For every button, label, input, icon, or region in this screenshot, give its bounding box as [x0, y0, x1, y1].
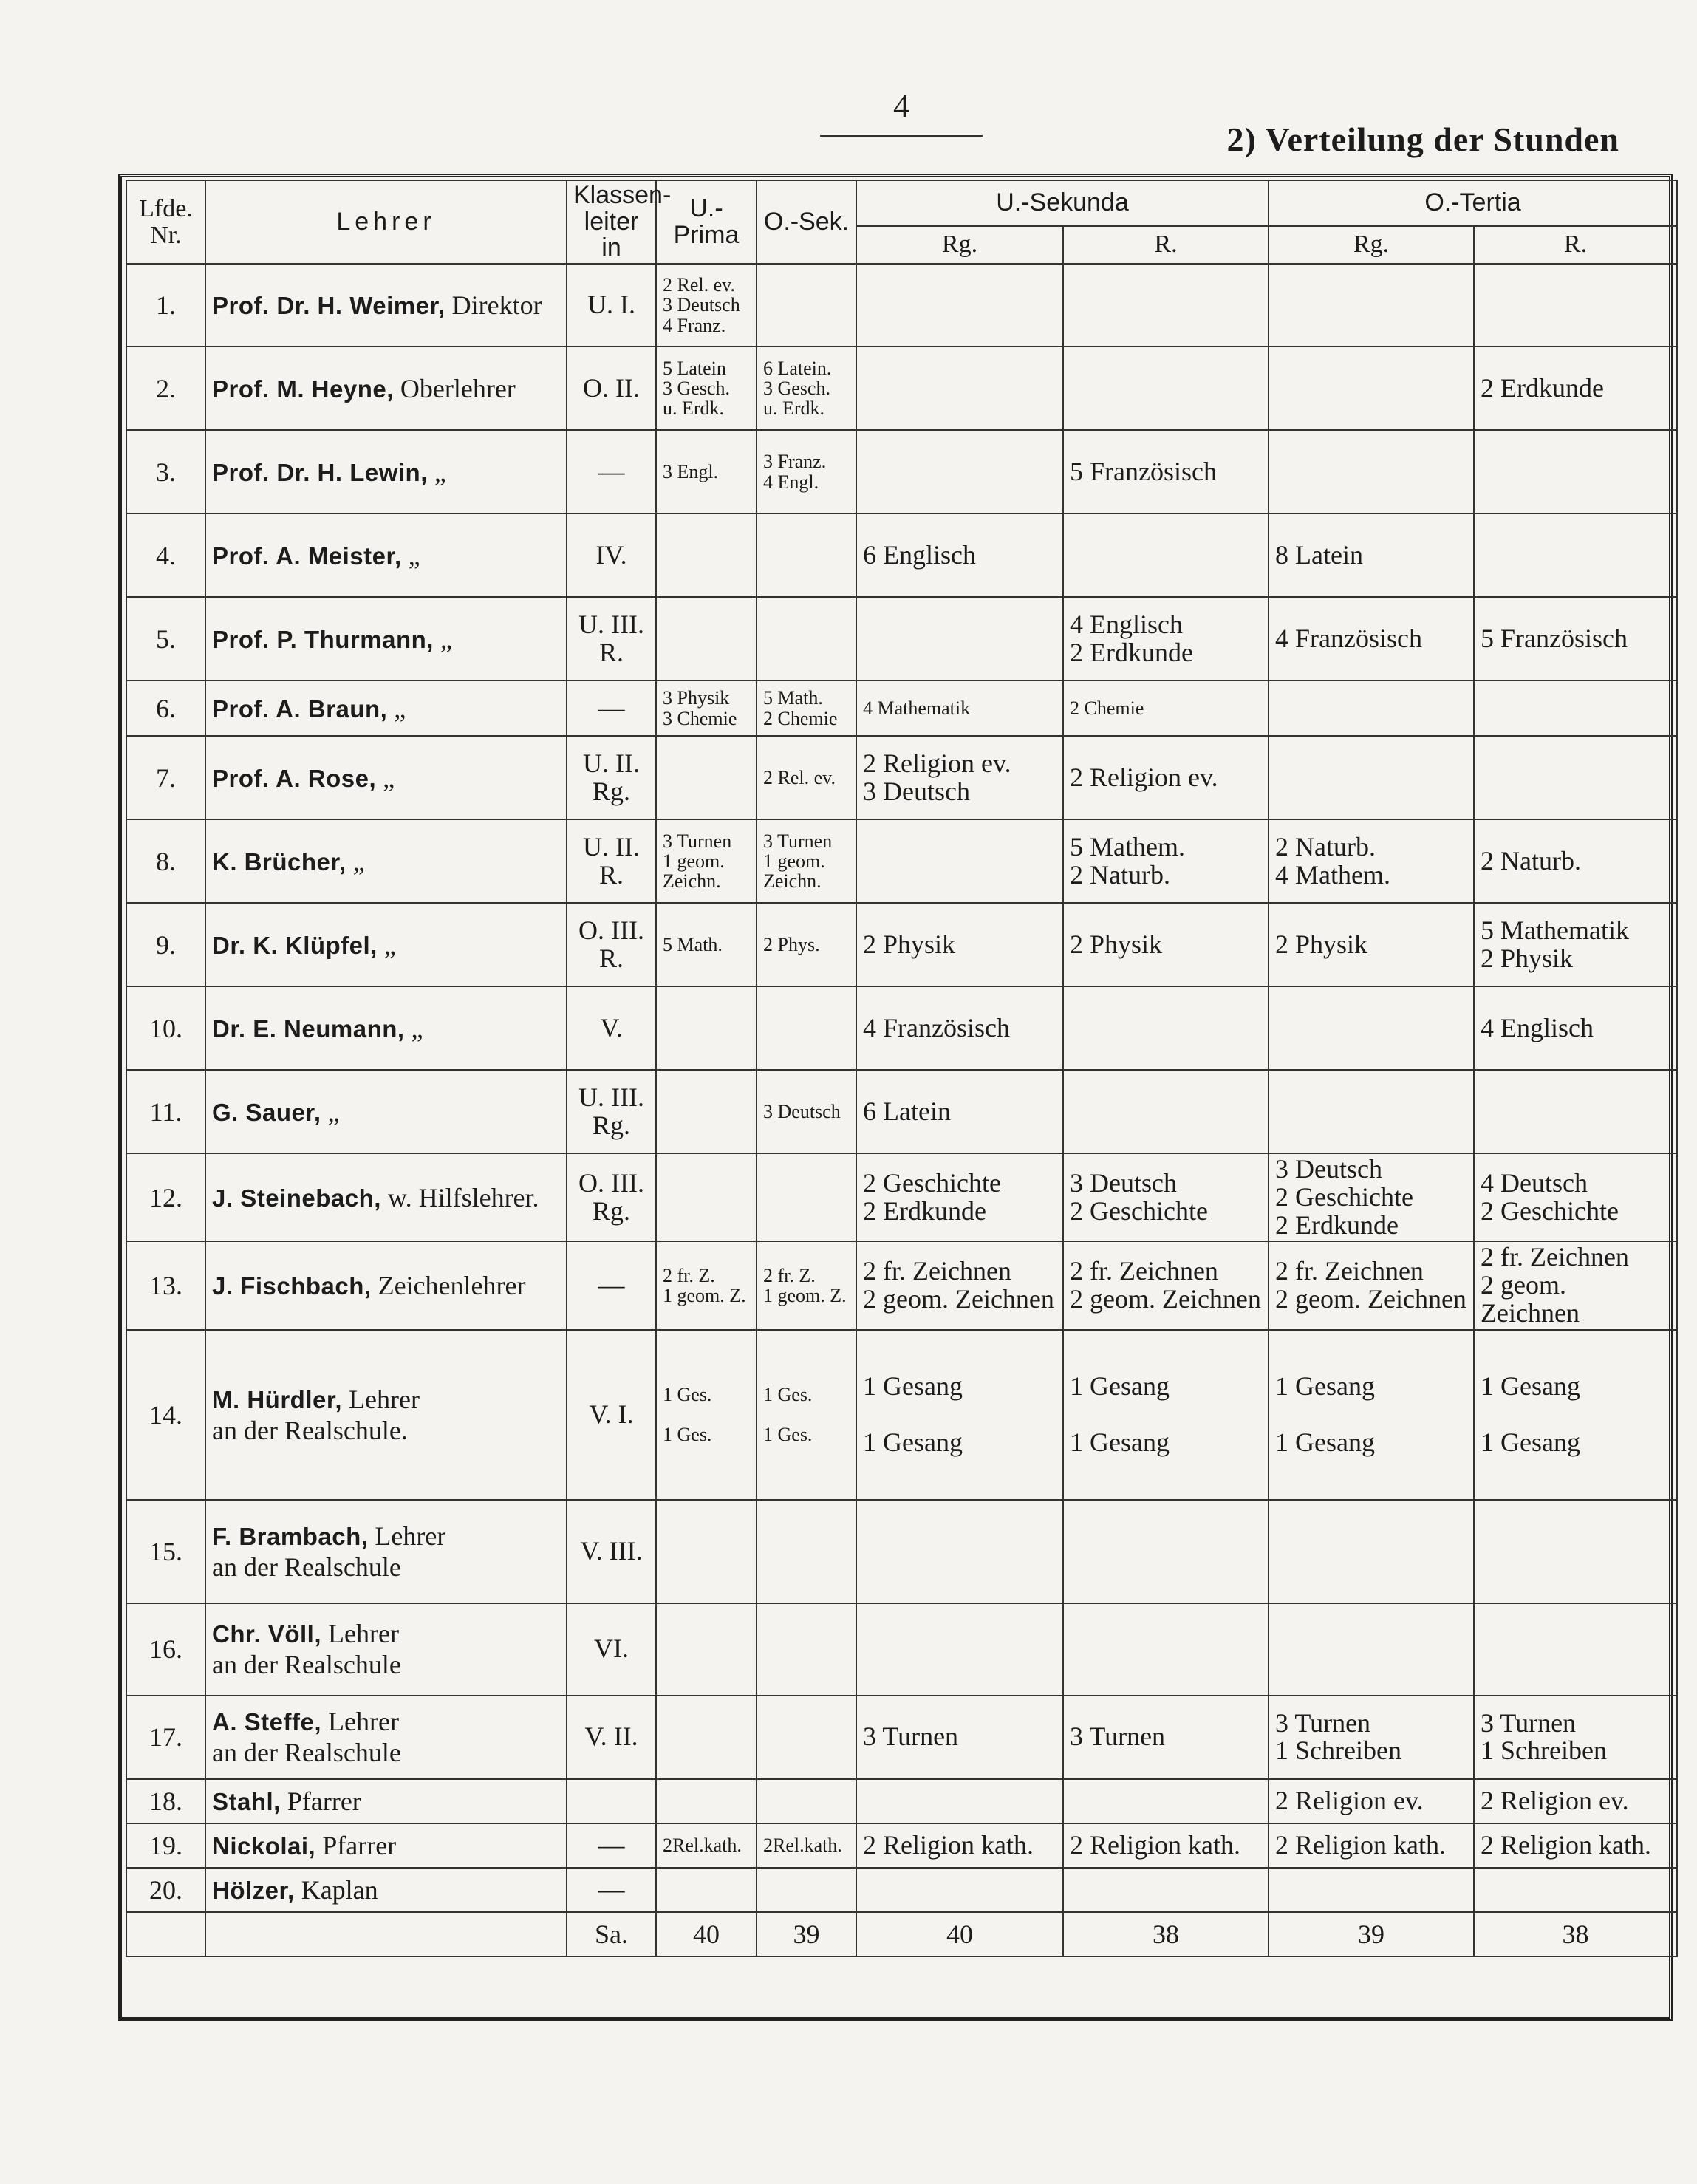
o-sek-cell: 2 Rel. ev.: [757, 736, 856, 819]
teacher-role: Lehrer an der Realschule.: [212, 1384, 420, 1445]
teacher-cell: [205, 736, 567, 819]
teacher-name: Prof. A. Rose,: [212, 764, 377, 792]
u-sekunda-r-cell: 4 Englisch 2 Erdkunde: [1063, 597, 1269, 680]
u-sekunda-r-cell: 2 Chemie: [1063, 680, 1269, 736]
teacher-role: „: [411, 1013, 423, 1043]
teacher-cell: [205, 903, 567, 986]
o-tertia-rg-cell: [1269, 1868, 1474, 1912]
o-tertia-rg-cell: 2 Religion kath.: [1269, 1823, 1474, 1868]
u-sekunda-r-cell: 2 Religion kath.: [1063, 1823, 1269, 1868]
o-tertia-rg-cell: 2 fr. Zeichnen 2 geom. Zeichnen: [1269, 1241, 1474, 1329]
u-sekunda-rg-cell: [856, 1603, 1063, 1696]
table-row: [126, 903, 1677, 986]
teacher-name: J. Fischbach,: [212, 1272, 372, 1300]
class-leader: VI.: [567, 1603, 656, 1696]
row-number: 12.: [126, 1153, 205, 1241]
header-u-sekunda: U.-Sekunda: [856, 180, 1269, 226]
row-number: 1.: [126, 264, 205, 347]
o-tertia-r-cell: [1474, 513, 1677, 597]
header-u-sekunda-r: R.: [1063, 226, 1269, 264]
teacher-cell: [205, 1603, 567, 1696]
o-sek-cell: 3 Franz. 4 Engl.: [757, 430, 856, 513]
u-sekunda-r-cell: 1 Gesang 1 Gesang: [1063, 1330, 1269, 1500]
class-leader: U. III. R.: [567, 597, 656, 680]
row-number: 5.: [126, 597, 205, 680]
o-tertia-r-cell: [1474, 1070, 1677, 1153]
header-o-tertia: O.-Tertia: [1269, 180, 1677, 226]
o-sek-cell: 2 Phys.: [757, 903, 856, 986]
teacher-name: G. Sauer,: [212, 1098, 321, 1126]
table-row: [126, 1330, 1677, 1500]
table-row: [126, 1603, 1677, 1696]
teacher-name: J. Steinebach,: [212, 1184, 381, 1212]
u-prima-cell: 2Rel.kath.: [656, 1823, 757, 1868]
teacher-role: „: [383, 929, 396, 960]
teacher-role: Kaplan: [301, 1874, 378, 1905]
class-leader: —: [567, 1241, 656, 1329]
u-sekunda-r-cell: 3 Turnen: [1063, 1696, 1269, 1779]
o-sek-cell: [757, 986, 856, 1070]
teacher-distribution-table: [126, 180, 1678, 1957]
class-leader: V. I.: [567, 1330, 656, 1500]
u-sekunda-r-cell: 5 Mathem. 2 Naturb.: [1063, 819, 1269, 903]
teacher-name: M. Hürdler,: [212, 1385, 343, 1413]
header-o-sek: O.-Sek.: [757, 180, 856, 264]
o-tertia-rg-cell: 8 Latein: [1269, 513, 1474, 597]
table-row: [126, 430, 1677, 513]
u-prima-cell: [656, 597, 757, 680]
u-prima-cell: [656, 513, 757, 597]
row-number: 2.: [126, 347, 205, 430]
u-prima-cell: [656, 1868, 757, 1912]
class-leader: U. II. Rg.: [567, 736, 656, 819]
o-tertia-r-cell: 4 Deutsch 2 Geschichte: [1474, 1153, 1677, 1241]
header-u-sekunda-rg: Rg.: [856, 226, 1063, 264]
teacher-name: Hölzer,: [212, 1876, 295, 1904]
table-row: [126, 819, 1677, 903]
teacher-cell: [205, 1500, 567, 1603]
row-number: 8.: [126, 819, 205, 903]
sum-u-sekunda-r: 38: [1063, 1912, 1269, 1956]
o-tertia-rg-cell: [1269, 680, 1474, 736]
u-prima-cell: [656, 1500, 757, 1603]
u-sekunda-r-cell: [1063, 347, 1269, 430]
row-number: 17.: [126, 1696, 205, 1779]
u-sekunda-r-cell: 2 Physik: [1063, 903, 1269, 986]
o-sek-cell: [757, 597, 856, 680]
u-sekunda-rg-cell: [856, 1868, 1063, 1912]
u-sekunda-rg-cell: [856, 819, 1063, 903]
header-lehrer: Lehrer: [205, 180, 567, 264]
o-tertia-rg-cell: 3 Turnen 1 Schreiben: [1269, 1696, 1474, 1779]
header-u-prima: U.- Prima: [656, 180, 757, 264]
teacher-name: K. Brücher,: [212, 847, 346, 876]
row-number: 14.: [126, 1330, 205, 1500]
o-tertia-r-cell: [1474, 680, 1677, 736]
o-tertia-r-cell: [1474, 430, 1677, 513]
o-tertia-rg-cell: 1 Gesang 1 Gesang: [1269, 1330, 1474, 1500]
table-row: [126, 1070, 1677, 1153]
o-tertia-rg-cell: 2 Physik: [1269, 903, 1474, 986]
u-prima-cell: [656, 1779, 757, 1823]
sum-o-tertia-r: 38: [1474, 1912, 1677, 1956]
teacher-name: Prof. A. Meister,: [212, 542, 402, 570]
teacher-cell: [205, 1823, 567, 1868]
o-tertia-rg-cell: 2 Religion ev.: [1269, 1779, 1474, 1823]
row-number: 19.: [126, 1823, 205, 1868]
row-number: 16.: [126, 1603, 205, 1696]
row-number: 20.: [126, 1868, 205, 1912]
table-row: [126, 986, 1677, 1070]
o-sek-cell: [757, 1603, 856, 1696]
teacher-role: „: [440, 624, 452, 654]
row-number: 11.: [126, 1070, 205, 1153]
teacher-role: Pfarrer: [322, 1830, 397, 1860]
o-tertia-r-cell: [1474, 1603, 1677, 1696]
o-tertia-rg-cell: 3 Deutsch 2 Geschichte 2 Erdkunde: [1269, 1153, 1474, 1241]
u-sekunda-r-cell: [1063, 1868, 1269, 1912]
teacher-name: Prof. M. Heyne,: [212, 375, 394, 403]
sum-label: Sa.: [567, 1912, 656, 1956]
row-number: 15.: [126, 1500, 205, 1603]
table-row: [126, 1696, 1677, 1779]
teacher-cell: [205, 513, 567, 597]
row-number: 4.: [126, 513, 205, 597]
o-sek-cell: [757, 1868, 856, 1912]
teacher-name: Dr. E. Neumann,: [212, 1014, 405, 1042]
teacher-cell: [205, 1070, 567, 1153]
o-tertia-r-cell: 1 Gesang 1 Gesang: [1474, 1330, 1677, 1500]
teacher-role: „: [434, 457, 446, 487]
o-sek-cell: 3 Deutsch: [757, 1070, 856, 1153]
u-prima-cell: 3 Engl.: [656, 430, 757, 513]
o-tertia-r-cell: [1474, 264, 1677, 347]
sum-u-prima: 40: [656, 1912, 757, 1956]
o-sek-cell: 3 Turnen 1 geom. Zeichn.: [757, 819, 856, 903]
o-sek-cell: [757, 1696, 856, 1779]
teacher-cell: [205, 819, 567, 903]
class-leader: —: [567, 430, 656, 513]
teacher-name: Chr. Völl,: [212, 1620, 322, 1648]
o-tertia-rg-cell: 4 Französisch: [1269, 597, 1474, 680]
o-tertia-rg-cell: [1269, 736, 1474, 819]
teacher-name: Stahl,: [212, 1787, 281, 1815]
teacher-role: „: [352, 846, 365, 876]
u-prima-cell: 3 Turnen 1 geom. Zeichn.: [656, 819, 757, 903]
u-sekunda-r-cell: [1063, 1070, 1269, 1153]
o-tertia-r-cell: [1474, 736, 1677, 819]
u-sekunda-rg-cell: 2 Geschichte 2 Erdkunde: [856, 1153, 1063, 1241]
table-row: [126, 1500, 1677, 1603]
table-row: [126, 264, 1677, 347]
u-sekunda-r-cell: [1063, 513, 1269, 597]
teacher-cell: [205, 986, 567, 1070]
o-sek-cell: [757, 1500, 856, 1603]
teacher-cell: [205, 347, 567, 430]
sum-o-tertia-rg: 39: [1269, 1912, 1474, 1956]
row-number: 13.: [126, 1241, 205, 1329]
row-number: 10.: [126, 986, 205, 1070]
teacher-role: „: [394, 693, 406, 723]
o-tertia-r-cell: [1474, 1500, 1677, 1603]
o-tertia-rg-cell: [1269, 430, 1474, 513]
class-leader: —: [567, 680, 656, 736]
class-leader: [567, 1779, 656, 1823]
row-number: 18.: [126, 1779, 205, 1823]
teacher-role: Direktor: [451, 290, 542, 321]
u-sekunda-rg-cell: 6 Latein: [856, 1070, 1063, 1153]
row-number: 7.: [126, 736, 205, 819]
teacher-role: „: [408, 540, 420, 570]
teacher-cell: [205, 1330, 567, 1500]
teacher-name: Prof. P. Thurmann,: [212, 625, 434, 653]
table-row: [126, 597, 1677, 680]
teacher-name: Prof. A. Braun,: [212, 695, 388, 723]
o-tertia-r-cell: 2 Religion kath.: [1474, 1823, 1677, 1868]
o-tertia-r-cell: 5 Französisch: [1474, 597, 1677, 680]
teacher-role: Lehrer an der Realschule: [212, 1521, 446, 1582]
u-sekunda-r-cell: 5 Französisch: [1063, 430, 1269, 513]
u-prima-cell: 5 Math.: [656, 903, 757, 986]
section-title: 2) Verteilung der Stunden: [1226, 120, 1619, 158]
class-leader: IV.: [567, 513, 656, 597]
teacher-role: „: [383, 762, 395, 793]
u-prima-cell: [656, 736, 757, 819]
teacher-name: Nickolai,: [212, 1832, 316, 1860]
o-sek-cell: 5 Math. 2 Chemie: [757, 680, 856, 736]
u-sekunda-r-cell: [1063, 1603, 1269, 1696]
header-klassenleiter: Klassen- leiter in: [567, 180, 656, 264]
class-leader: O. III. Rg.: [567, 1153, 656, 1241]
u-sekunda-r-cell: 3 Deutsch 2 Geschichte: [1063, 1153, 1269, 1241]
row-number: 6.: [126, 680, 205, 736]
u-sekunda-rg-cell: [856, 347, 1063, 430]
u-prima-cell: [656, 1153, 757, 1241]
u-prima-cell: [656, 1603, 757, 1696]
o-tertia-rg-cell: 2 Naturb. 4 Mathem.: [1269, 819, 1474, 903]
class-leader: —: [567, 1868, 656, 1912]
class-leader: V.: [567, 986, 656, 1070]
header-o-tertia-rg: Rg.: [1269, 226, 1474, 264]
header-o-tertia-r: R.: [1474, 226, 1677, 264]
row-number: 9.: [126, 903, 205, 986]
table-row: [126, 1153, 1677, 1241]
teacher-role: Lehrer an der Realschule: [212, 1619, 401, 1680]
o-tertia-rg-cell: [1269, 347, 1474, 430]
o-sek-cell: 2 fr. Z. 1 geom. Z.: [757, 1241, 856, 1329]
table-row: [126, 513, 1677, 597]
u-sekunda-r-cell: [1063, 1779, 1269, 1823]
teacher-role: Oberlehrer: [400, 373, 516, 403]
u-prima-cell: 5 Latein 3 Gesch. u. Erdk.: [656, 347, 757, 430]
u-prima-cell: 2 Rel. ev. 3 Deutsch 4 Franz.: [656, 264, 757, 347]
teacher-cell: [205, 1153, 567, 1241]
class-leader: V. II.: [567, 1696, 656, 1779]
teacher-cell: [205, 1779, 567, 1823]
u-sekunda-rg-cell: [856, 1500, 1063, 1603]
o-tertia-r-cell: [1474, 1868, 1677, 1912]
teacher-cell: [205, 1868, 567, 1912]
u-sekunda-rg-cell: 2 Religion kath.: [856, 1823, 1063, 1868]
o-tertia-rg-cell: [1269, 1500, 1474, 1603]
o-sek-cell: [757, 1779, 856, 1823]
sum-u-sekunda-rg: 40: [856, 1912, 1063, 1956]
table-row: [126, 347, 1677, 430]
u-prima-cell: [656, 986, 757, 1070]
o-tertia-rg-cell: [1269, 264, 1474, 347]
class-leader: U. I.: [567, 264, 656, 347]
o-sek-cell: 2Rel.kath.: [757, 1823, 856, 1868]
teacher-cell: [205, 680, 567, 736]
o-tertia-r-cell: 5 Mathematik 2 Physik: [1474, 903, 1677, 986]
o-tertia-r-cell: 2 fr. Zeichnen 2 geom. Zeichnen: [1474, 1241, 1677, 1329]
table-row: [126, 1823, 1677, 1868]
u-sekunda-rg-cell: 2 Religion ev. 3 Deutsch: [856, 736, 1063, 819]
teacher-name: A. Steffe,: [212, 1708, 322, 1736]
teacher-role: Pfarrer: [287, 1786, 361, 1816]
o-sek-cell: [757, 1153, 856, 1241]
teacher-name: Prof. Dr. H. Weimer,: [212, 292, 445, 320]
u-sekunda-rg-cell: [856, 1779, 1063, 1823]
table-row: [126, 1779, 1677, 1823]
o-tertia-rg-cell: [1269, 1603, 1474, 1696]
u-prima-cell: [656, 1696, 757, 1779]
o-sek-cell: [757, 513, 856, 597]
sum-o-sek: 39: [757, 1912, 856, 1956]
u-sekunda-r-cell: 2 fr. Zeichnen 2 geom. Zeichnen: [1063, 1241, 1269, 1329]
u-sekunda-r-cell: [1063, 986, 1269, 1070]
u-sekunda-r-cell: [1063, 1500, 1269, 1603]
page-number: 4: [820, 87, 983, 137]
teacher-role: w. Hilfslehrer.: [387, 1182, 539, 1212]
class-leader: O. II.: [567, 347, 656, 430]
u-prima-cell: 3 Physik 3 Chemie: [656, 680, 757, 736]
o-tertia-r-cell: 2 Religion ev.: [1474, 1779, 1677, 1823]
o-sek-cell: 6 Latein. 3 Gesch. u. Erdk.: [757, 347, 856, 430]
teacher-role: „: [327, 1096, 340, 1127]
header-nr: Lfde. Nr.: [126, 180, 205, 264]
teacher-name: Dr. K. Klüpfel,: [212, 931, 378, 959]
u-prima-cell: [656, 1070, 757, 1153]
u-sekunda-rg-cell: [856, 430, 1063, 513]
o-tertia-rg-cell: [1269, 986, 1474, 1070]
teacher-role: Lehrer an der Realschule: [212, 1707, 401, 1768]
teacher-cell: [205, 430, 567, 513]
class-leader: V. III.: [567, 1500, 656, 1603]
o-sek-cell: 1 Ges. 1 Ges.: [757, 1330, 856, 1500]
o-tertia-r-cell: 2 Naturb.: [1474, 819, 1677, 903]
teacher-role: Zeichenlehrer: [378, 1271, 526, 1301]
u-sekunda-rg-cell: 6 Englisch: [856, 513, 1063, 597]
u-sekunda-rg-cell: [856, 264, 1063, 347]
table-row: [126, 680, 1677, 736]
o-tertia-r-cell: 3 Turnen 1 Schreiben: [1474, 1696, 1677, 1779]
u-sekunda-rg-cell: 4 Französisch: [856, 986, 1063, 1070]
u-prima-cell: 1 Ges. 1 Ges.: [656, 1330, 757, 1500]
table-row: [126, 736, 1677, 819]
u-sekunda-rg-cell: 2 Physik: [856, 903, 1063, 986]
teacher-cell: [205, 1241, 567, 1329]
row-number: 3.: [126, 430, 205, 513]
teacher-cell: [205, 264, 567, 347]
class-leader: —: [567, 1823, 656, 1868]
u-sekunda-r-cell: [1063, 264, 1269, 347]
u-sekunda-rg-cell: 4 Mathematik: [856, 680, 1063, 736]
u-sekunda-rg-cell: 1 Gesang 1 Gesang: [856, 1330, 1063, 1500]
teacher-name: F. Brambach,: [212, 1522, 369, 1550]
teacher-cell: [205, 1696, 567, 1779]
u-sekunda-rg-cell: 2 fr. Zeichnen 2 geom. Zeichnen: [856, 1241, 1063, 1329]
teacher-name: Prof. Dr. H. Lewin,: [212, 458, 428, 486]
class-leader: U. III. Rg.: [567, 1070, 656, 1153]
u-prima-cell: 2 fr. Z. 1 geom. Z.: [656, 1241, 757, 1329]
o-sek-cell: [757, 264, 856, 347]
table-row: [126, 1868, 1677, 1912]
o-tertia-r-cell: 2 Erdkunde: [1474, 347, 1677, 430]
u-sekunda-r-cell: 2 Religion ev.: [1063, 736, 1269, 819]
table-row: [126, 1241, 1677, 1329]
u-sekunda-rg-cell: 3 Turnen: [856, 1696, 1063, 1779]
class-leader: O. III. R.: [567, 903, 656, 986]
o-tertia-rg-cell: [1269, 1070, 1474, 1153]
class-leader: U. II. R.: [567, 819, 656, 903]
u-sekunda-rg-cell: [856, 597, 1063, 680]
o-tertia-r-cell: 4 Englisch: [1474, 986, 1677, 1070]
teacher-cell: [205, 597, 567, 680]
